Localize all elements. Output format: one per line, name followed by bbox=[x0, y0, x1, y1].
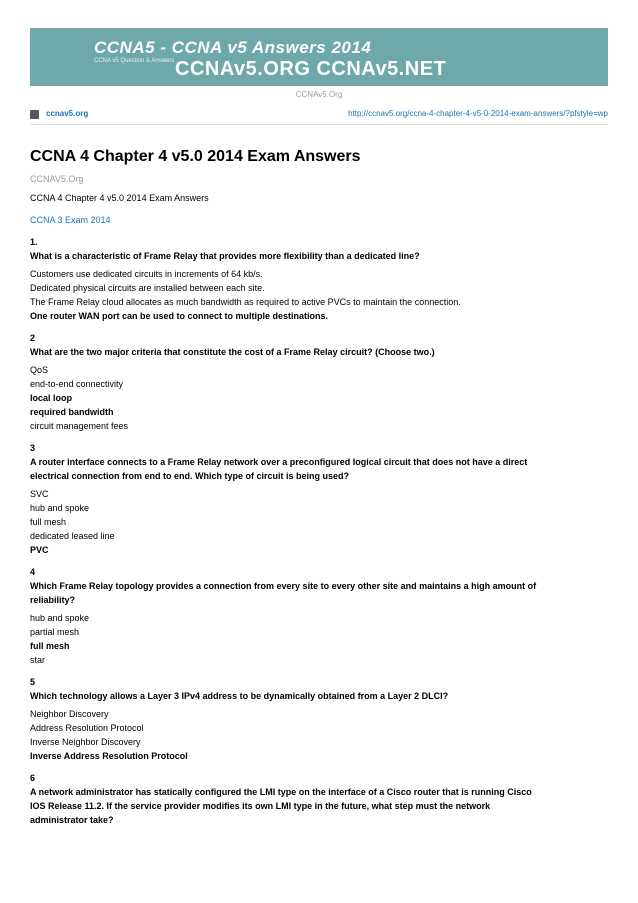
question-number: 2 bbox=[30, 333, 36, 343]
question-text: Which Frame Relay topology provides a connection from every site to every other site and maintains a high amount of bbox=[30, 581, 537, 591]
category-link[interactable]: CCNA 3 Exam 2014 bbox=[30, 215, 111, 225]
site-link[interactable]: ccnav5.org bbox=[46, 109, 89, 118]
site-favicon-icon bbox=[30, 110, 39, 119]
answer-option: star bbox=[30, 655, 46, 665]
correct-answer: PVC bbox=[30, 545, 49, 555]
question-text: Which technology allows a Layer 3 IPv4 address to be dynamically obtained from a Layer 2 DLCI? bbox=[30, 691, 449, 701]
banner-title: CCNA5 - CCNA v5 Answers 2014 bbox=[94, 38, 372, 57]
banner-tagline: CCNA v5 Question & Answers bbox=[94, 58, 175, 64]
page-title: CCNA 4 Chapter 4 v5.0 2014 Exam Answers bbox=[30, 148, 361, 165]
correct-answer: full mesh bbox=[30, 641, 70, 651]
question-text: electrical connection from end to end. Which type of circuit is being used? bbox=[30, 471, 350, 481]
header-banner bbox=[30, 28, 608, 86]
answer-option: SVC bbox=[30, 489, 49, 499]
question-number: 4 bbox=[30, 567, 36, 577]
answer-option: partial mesh bbox=[30, 627, 80, 637]
article-meta: CCNAV5.Org bbox=[30, 174, 84, 184]
answer-option: dedicated leased line bbox=[30, 531, 115, 541]
page-url-link[interactable]: http://ccnav5.org/ccna-4-chapter-4-v5-0-2014-exam-answers/?pfstyle=wp bbox=[348, 109, 608, 118]
question-text: reliability? bbox=[30, 595, 76, 605]
answer-option: The Frame Relay cloud allocates as much bandwidth as required to active PVCs to maintain the connection. bbox=[30, 297, 461, 307]
question-text: A router interface connects to a Frame Relay network over a preconfigured logical circuit that does not have a direct bbox=[30, 457, 528, 467]
site-name: CCNAv5.Org bbox=[295, 90, 343, 99]
correct-answer: required bandwidth bbox=[30, 407, 114, 417]
question-text: What are the two major criteria that constitute the cost of a Frame Relay circuit? (Choose two.) bbox=[30, 347, 435, 357]
answer-option: Address Resolution Protocol bbox=[30, 723, 144, 733]
answer-option: circuit management fees bbox=[30, 421, 129, 431]
question-text: IOS Release 11.2. If the service provider modifies its own LMI type in the future, what step must the network bbox=[30, 801, 491, 811]
answer-option: Customers use dedicated circuits in increments of 64 kb/s. bbox=[30, 269, 263, 279]
header-divider bbox=[30, 124, 608, 125]
article-body bbox=[30, 191, 610, 827]
banner-domains: CCNAv5.ORG CCNAv5.NET bbox=[175, 58, 447, 80]
answer-option: Dedicated physical circuits are installed between each site. bbox=[30, 283, 265, 293]
question-text: What is a characteristic of Frame Relay that provides more flexibility than a dedicated line? bbox=[30, 251, 420, 261]
answer-option: hub and spoke bbox=[30, 503, 90, 513]
question-number: 3 bbox=[30, 443, 36, 453]
answer-option: full mesh bbox=[30, 517, 67, 527]
answer-option: QoS bbox=[30, 365, 49, 375]
question-number: 5 bbox=[30, 677, 36, 687]
intro-text: CCNA 4 Chapter 4 v5.0 2014 Exam Answers bbox=[30, 193, 209, 203]
question-number: 6 bbox=[30, 773, 36, 783]
correct-answer: Inverse Address Resolution Protocol bbox=[30, 751, 188, 761]
question-text: administrator take? bbox=[30, 815, 114, 825]
answer-option: hub and spoke bbox=[30, 613, 90, 623]
question-number: 1. bbox=[30, 237, 38, 247]
answer-option: Inverse Neighbor Discovery bbox=[30, 737, 141, 747]
correct-answer: One router WAN port can be used to connect to multiple destinations. bbox=[30, 311, 329, 321]
source-header bbox=[30, 108, 608, 122]
answer-option: Neighbor Discovery bbox=[30, 709, 109, 719]
answer-option: end-to-end connectivity bbox=[30, 379, 124, 389]
correct-answer: local loop bbox=[30, 393, 73, 403]
question-text: A network administrator has statically configured the LMI type on the interface of a Cisco router that is running Cisco bbox=[30, 787, 532, 797]
